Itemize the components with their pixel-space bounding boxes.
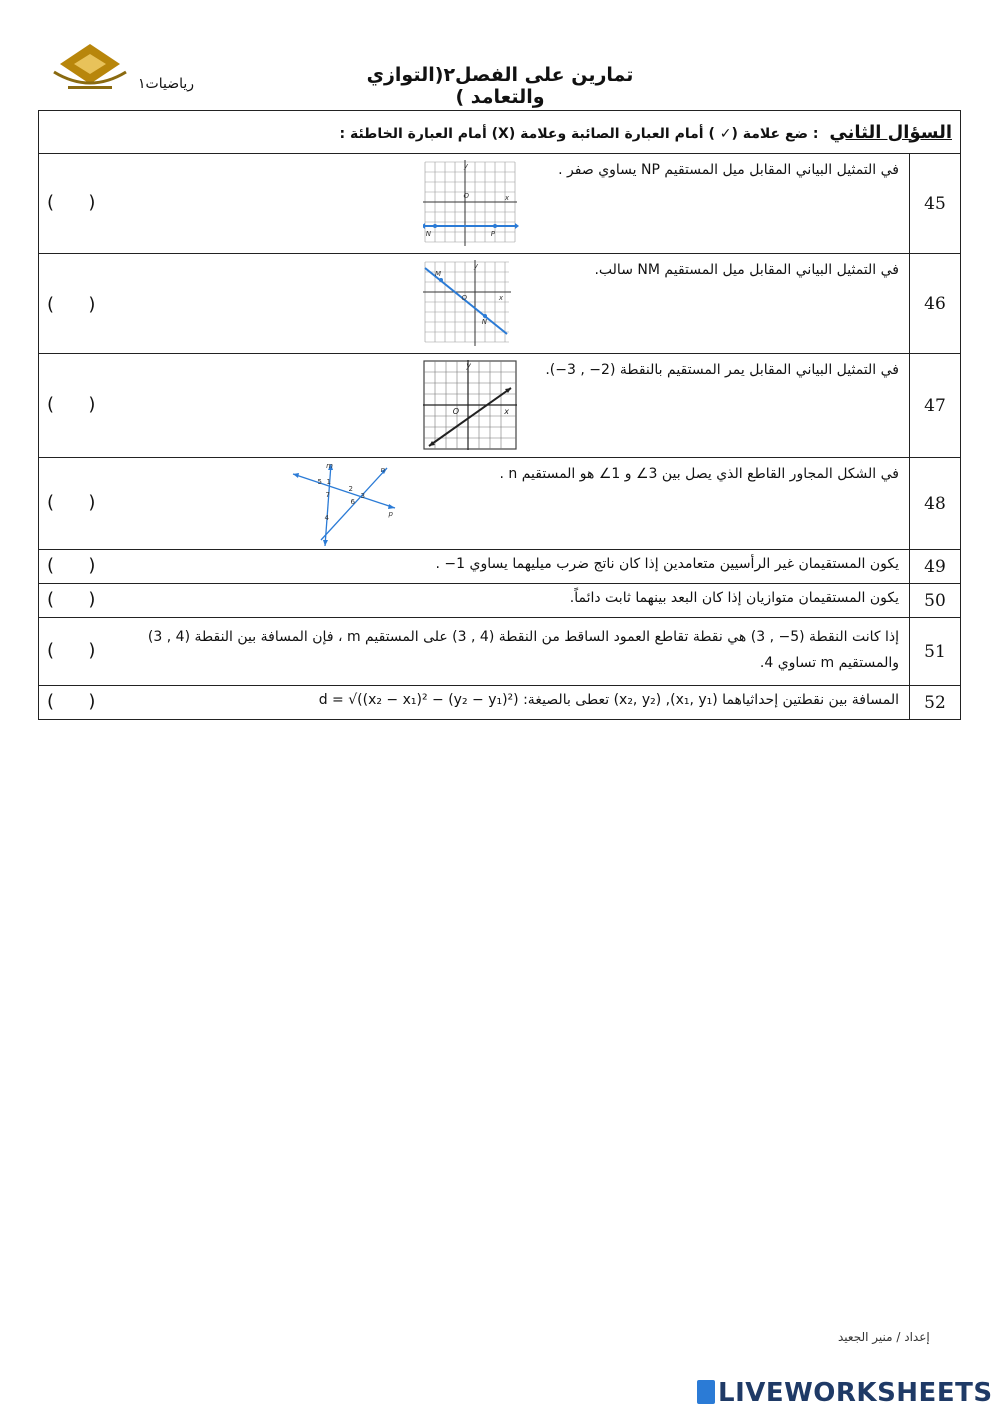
table-row — [39, 458, 961, 550]
graph-45 — [423, 160, 519, 248]
author-credit: إعداد / منير الجعيد — [838, 1330, 930, 1344]
label-n: N — [425, 230, 431, 238]
label-y: y — [473, 262, 478, 270]
item-number: 49 — [910, 550, 961, 584]
table-row — [39, 354, 961, 458]
angle-5: 5 — [317, 478, 322, 486]
item-statement: إذا كانت النقطة (5− , 3) هي نقطة تقاطع العمود الساقط من النقطة (4 , 3) على المستقيم m ، فإن المسافة بين النقطة (4 , 3) والمستقيم m تساوي 4. — [147, 629, 899, 671]
label-n: n — [380, 466, 385, 474]
item-number: 45 — [910, 154, 961, 254]
angle-1: 1 — [326, 478, 331, 486]
item-statement: في التمثيل البياني المقابل ميل المستقيم NP يساوي صفر . — [558, 162, 899, 178]
school-logo — [50, 42, 130, 97]
graph-47 — [423, 360, 519, 452]
label-p: p — [388, 510, 393, 518]
answer-box[interactable]: ( ) — [47, 589, 96, 610]
answer-box[interactable]: ( ) — [47, 640, 96, 661]
item-number: 46 — [910, 254, 961, 354]
item-number: 47 — [910, 354, 961, 458]
item-statement: يكون المستقيمان غير الرأسيين متعامدين إذا كان ناتج ضرب ميليهما يساوي 1− . — [435, 556, 899, 572]
answer-box[interactable]: ( ) — [47, 691, 96, 712]
table-row — [39, 618, 961, 686]
table-row — [39, 686, 961, 720]
table-row — [39, 154, 961, 254]
label-o: O — [463, 192, 469, 200]
transversal-figure — [291, 460, 403, 548]
label-n: N — [481, 318, 487, 326]
liveworksheets-watermark[interactable]: LIVEWORKSHEETS — [718, 1378, 993, 1408]
angle-6: 6 — [350, 498, 355, 506]
item-number: 52 — [910, 686, 961, 720]
answer-box[interactable]: ( ) — [47, 394, 96, 415]
answer-box[interactable]: ( ) — [47, 492, 96, 513]
table-row — [39, 584, 961, 618]
label-x: x — [498, 294, 503, 302]
angle-7: 7 — [325, 491, 330, 499]
item-statement: يكون المستقيمان متوازيان إذا كان البعد بينهما ثابت دائماً. — [569, 590, 899, 606]
answer-box[interactable]: ( ) — [47, 192, 96, 213]
item-statement: في التمثيل البياني المقابل ميل المستقيم NM سالب. — [594, 262, 899, 278]
label-m: M — [434, 270, 441, 278]
liveworksheets-logo-icon — [697, 1380, 715, 1404]
label-o: O — [461, 294, 467, 302]
label-x: x — [504, 194, 509, 202]
page-title: تمارين على الفصل٢(التوازي والتعامد ) — [366, 64, 634, 108]
label-y: y — [466, 361, 471, 370]
label-o: O — [452, 407, 459, 416]
item-number: 51 — [910, 618, 961, 686]
subject-label: رياضيات١ — [138, 76, 195, 92]
item-statement: في التمثيل البياني المقابل يمر المستقيم بالنقطة (2− , 3−). — [545, 362, 899, 378]
label-x: x — [504, 407, 509, 416]
answer-box[interactable]: ( ) — [47, 294, 96, 315]
question-instruction: : ضع علامة (✓ ) أمام العبارة الصائبة وعلامة (X) أمام العبارة الخاطئة : — [339, 125, 819, 142]
angle-2: 2 — [348, 485, 353, 493]
answer-box[interactable]: ( ) — [47, 555, 96, 576]
item-statement: في الشكل المجاور القاطع الذي يصل بين 3∠ و 1∠ هو المستقيم n . — [499, 466, 899, 482]
question-label: السؤال الثاني — [829, 121, 952, 143]
item-number: 50 — [910, 584, 961, 618]
graph-46 — [423, 260, 513, 348]
label-m: m — [326, 462, 333, 470]
label-y: y — [463, 162, 468, 170]
label-p: P — [490, 230, 495, 238]
item-number: 48 — [910, 458, 961, 550]
angle-3: 3 — [360, 492, 365, 500]
table-row — [39, 550, 961, 584]
item-statement: المسافة بين نقطتين إحداثياهما (x₁, y₁), (x₂, y₂) تعطى بالصيغة: d = √((x₂ − x₁)² − (y₂ − y₁)²) — [318, 692, 899, 708]
question-header — [39, 111, 961, 154]
angle-4: 4 — [324, 514, 329, 522]
questions-table — [38, 110, 961, 720]
table-row — [39, 254, 961, 354]
